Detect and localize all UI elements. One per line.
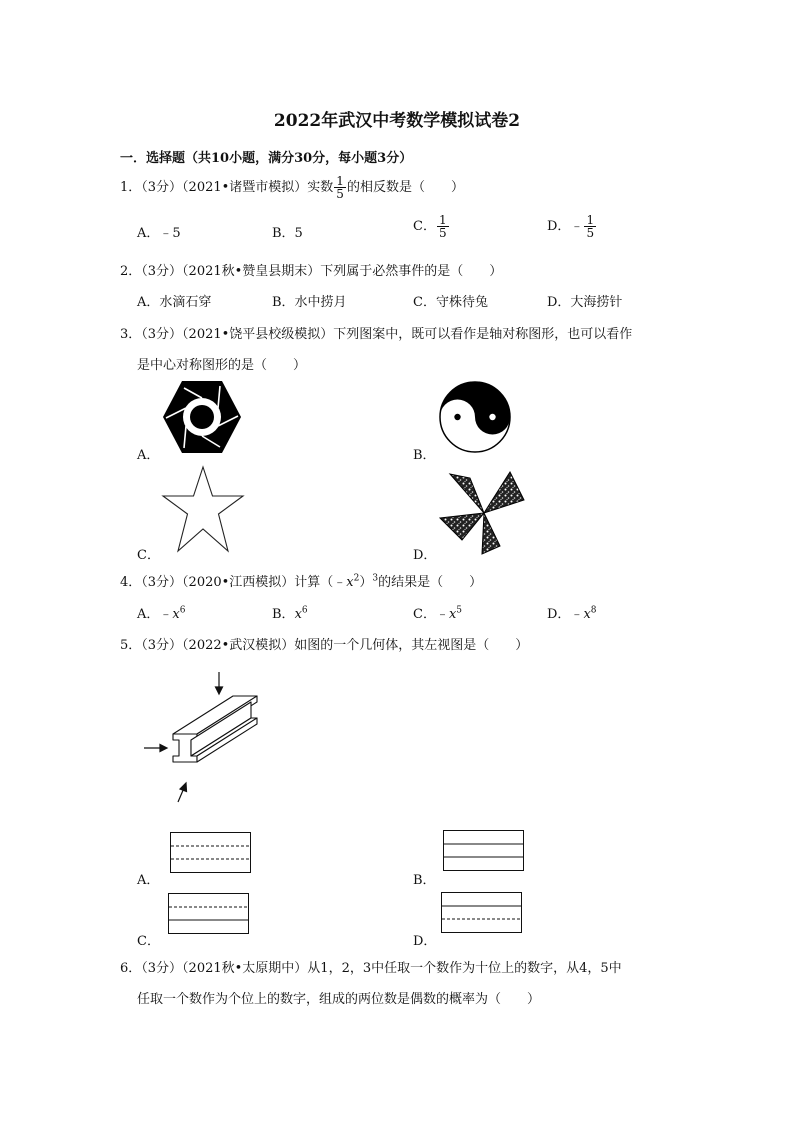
- option-fraction: [437, 214, 449, 239]
- option-label: A．﹣: [137, 607, 173, 622]
- question-1-fraction: [334, 175, 346, 200]
- question-2: 2．（3分）（2021秋•赞皇县期末）下列属于必然事件的是（ ）: [120, 264, 503, 279]
- question-4-suffix: 的结果是（ ）: [378, 575, 483, 590]
- option-label: C．: [413, 219, 436, 234]
- paren: ）: [359, 575, 373, 590]
- exponent: 6: [301, 605, 308, 616]
- fraction-denominator: 5: [336, 187, 344, 201]
- q5-option-d[interactable]: D．: [413, 934, 437, 949]
- exponent: 6: [179, 605, 186, 616]
- fraction-numerator: 1: [586, 213, 595, 227]
- question-6-line-2: 任取一个数作为个位上的数字，组成的两位数是偶数的概率为（ ）: [137, 992, 541, 1007]
- q1-option-d[interactable]: [547, 214, 597, 239]
- question-3-line-1: 3．（3分）（2021•饶平县校级模拟）下列图案中，既可以看作是轴对称图形，也可以看作: [120, 327, 633, 342]
- pinwheel-figure: [438, 470, 530, 556]
- variable: x: [583, 607, 591, 622]
- option-label: C．﹣: [413, 607, 449, 622]
- page-title: 2022年武汉中考数学模拟试卷2: [273, 111, 521, 131]
- hexagon-figure: [162, 380, 242, 454]
- star-figure: [162, 465, 244, 553]
- q4-option-b[interactable]: [272, 603, 308, 622]
- option-label: B．: [272, 607, 295, 622]
- question-5: 5．（3分）（2022•武汉模拟）如图的一个几何体，其左视图是（ ）: [120, 638, 529, 653]
- exponent: 3: [372, 573, 379, 584]
- q3-option-c[interactable]: C．: [137, 548, 160, 563]
- option-fraction: [584, 214, 596, 239]
- left-view-option-d: [441, 892, 523, 934]
- fraction-denominator: 5: [586, 226, 595, 240]
- exponent: 2: [353, 573, 360, 584]
- q5-option-b[interactable]: B．: [413, 873, 436, 888]
- option-label: D．﹣: [547, 607, 584, 622]
- q3-option-b[interactable]: B．: [413, 448, 436, 463]
- question-4-prefix: 4．（3分）（2020•江西模拟）计算（﹣: [120, 575, 347, 590]
- q4-option-a[interactable]: [137, 603, 185, 622]
- option-label: D．﹣: [547, 219, 584, 234]
- q1-option-b[interactable]: B．5: [272, 226, 303, 241]
- question-3-line-2: 是中心对称图形的是（ ）: [137, 358, 307, 373]
- fraction-numerator: 1: [336, 174, 344, 188]
- q2-option-b[interactable]: B．水中捞月: [272, 295, 347, 310]
- question-1-suffix: 的相反数是（ ）: [346, 180, 464, 195]
- q5-option-a[interactable]: A．: [137, 873, 160, 888]
- question-6-line-1: 6．（3分）（2021秋•太原期中）从1，2，3中任取一个数作为十位上的数字，从4，5中: [120, 961, 622, 976]
- fraction-numerator: 1: [438, 213, 447, 227]
- question-1-prefix: 1．（3分）（2021•诸暨市模拟）实数: [120, 180, 334, 195]
- variable: x: [172, 607, 180, 622]
- q3-option-d[interactable]: D．: [413, 548, 437, 563]
- section-heading: 一．选择题（共10小题，满分30分，每小题3分）: [120, 151, 413, 166]
- left-view-option-b: [443, 830, 525, 872]
- question-4: [120, 571, 482, 590]
- yin-yang-figure: [438, 380, 512, 454]
- q4-option-d[interactable]: [547, 603, 597, 622]
- question-1: [120, 175, 464, 200]
- q5-option-c[interactable]: C．: [137, 934, 160, 949]
- i-beam-solid-figure: [140, 668, 280, 808]
- left-view-option-a: [170, 832, 252, 874]
- q1-option-a[interactable]: A．﹣5: [137, 226, 181, 241]
- exponent: 8: [590, 605, 597, 616]
- q1-option-c[interactable]: [413, 214, 450, 239]
- fraction-denominator: 5: [438, 226, 447, 240]
- variable: x: [346, 575, 354, 590]
- q3-option-a[interactable]: A．: [137, 448, 160, 463]
- q4-option-c[interactable]: [413, 603, 462, 622]
- q2-option-d[interactable]: D．大海捞针: [547, 295, 623, 310]
- variable: x: [448, 607, 457, 622]
- exponent: 5: [456, 605, 463, 616]
- left-view-option-c: [168, 893, 250, 935]
- variable: x: [294, 607, 302, 622]
- q2-option-c[interactable]: C．守株待兔: [413, 295, 488, 310]
- q2-option-a[interactable]: A．水滴石穿: [137, 295, 212, 310]
